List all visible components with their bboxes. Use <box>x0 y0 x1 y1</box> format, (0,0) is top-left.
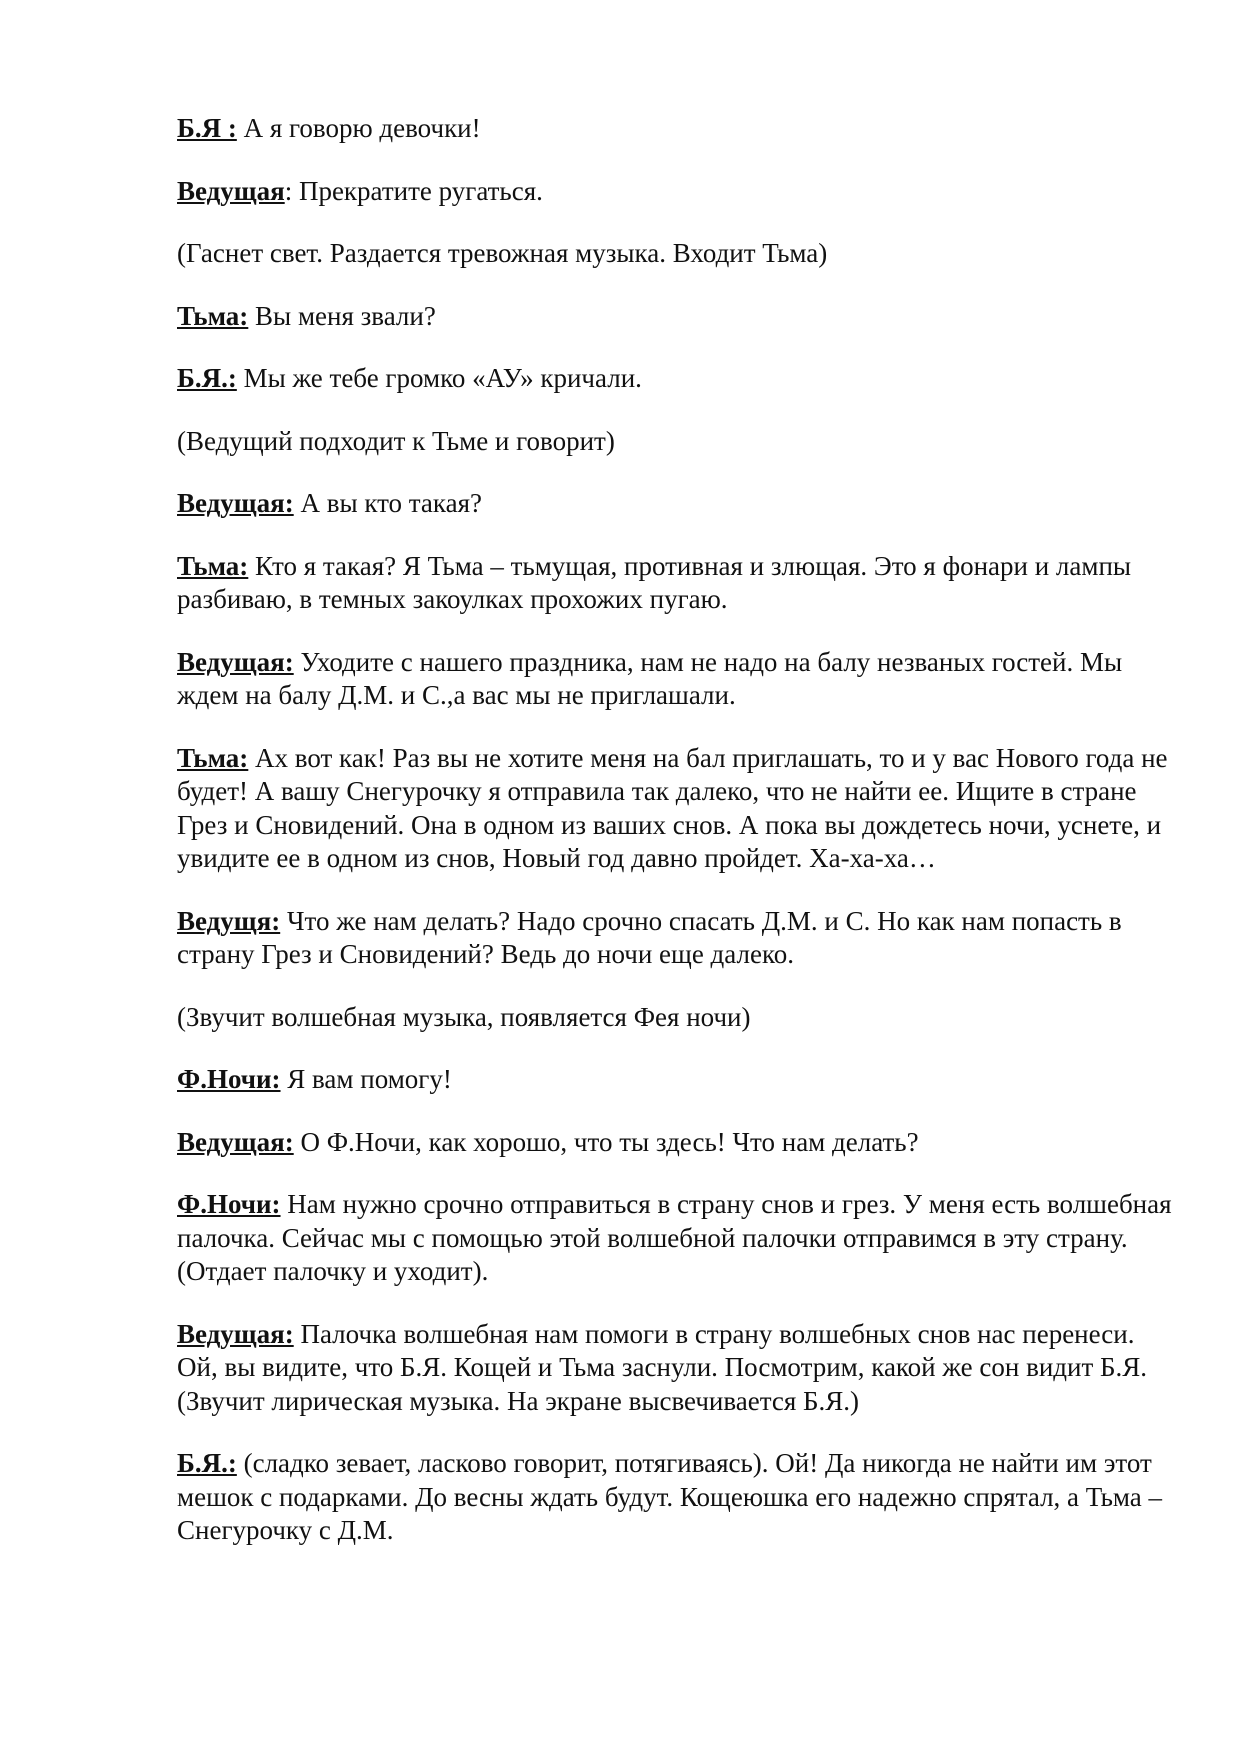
script-line <box>177 1318 1177 1419</box>
speaker-label: Ф.Ночи: <box>177 1189 281 1219</box>
script-line <box>177 1447 1177 1548</box>
line-text: (Ведущий подходит к Тьме и говорит) <box>177 425 615 456</box>
speaker-label: Б.Я : <box>177 113 237 143</box>
line-text: А вы кто такая? <box>293 488 483 518</box>
document-page <box>177 112 1177 1577</box>
speaker-label: Тьма: <box>177 550 249 581</box>
speaker-label: Ведущая: <box>177 1126 294 1157</box>
script-line <box>177 175 1177 209</box>
script-line <box>177 487 1177 521</box>
line-text: (Звучит волшебная музыка, появляется Фея ночи) <box>177 1001 751 1032</box>
speaker-label: Ведущая: <box>177 488 294 518</box>
speaker-label: Тьма: <box>177 742 249 773</box>
line-text: Я вам помогу! <box>280 1064 452 1094</box>
speaker-label: Ведущая: <box>177 646 294 677</box>
script-line <box>177 646 1177 713</box>
line-text: (сладко зевает, ласково говорит, потягиваясь). Ой! Да никогда не найти им этот мешок с подарками. До весны ждать будут. Кощеюшка его надежно спрятал, а Тьма – Снегурочку с Д.М. <box>177 1448 1163 1545</box>
speaker-label: Б.Я.: <box>177 363 237 393</box>
speaker-label: Б.Я.: <box>177 1448 237 1478</box>
script-line <box>177 362 1177 396</box>
stage-direction <box>177 1001 1177 1035</box>
line-text: Палочка волшебная нам помоги в страну волшебных снов нас перенеси. Ой, вы видите, что Б.Я. Кощей и Тьма заснули. Посмотрим, какой же сон видит Б.Я. (Звучит лирическая музыка. На экране высвечивается Б.Я.) <box>177 1318 1148 1416</box>
line-text: О Ф.Ночи, как хорошо, что ты здесь! Что нам делать? <box>293 1126 919 1157</box>
line-text: Уходите с нашего праздника, нам не надо на балу незваных гостей. Мы ждем на балу Д.М. и С.,а вас мы не приглашали. <box>177 646 1123 710</box>
script-line <box>177 742 1177 876</box>
script-line <box>177 1063 1177 1097</box>
line-text: Нам нужно срочно отправиться в страну снов и грез. У меня есть волшебная палочка. Сейчас мы с помощью этой волшебной палочки отправимся в эту страну. (Отдает палочку и уходит). <box>177 1189 1172 1286</box>
script-line <box>177 905 1177 972</box>
line-text: (Гаснет свет. Раздается тревожная музыка. Входит Тьма) <box>177 238 828 268</box>
script-line <box>177 1126 1177 1160</box>
speaker-label: Ведущя: <box>177 905 281 936</box>
line-text: Ах вот как! Раз вы не хотите меня на бал приглашать, то и у вас Нового года не будет! А вашу Снегурочку я отправила так далеко, что не найти ее. Ищите в стране Грез и Сновидений. Она в одном из ваших снов. А пока вы дождетесь ночи, уснете, и увидите ее в одном из снов, Новый год давно пройдет. Ха-ха-ха… <box>177 742 1168 873</box>
speaker-label: Ведущая: <box>177 1318 294 1349</box>
line-text: А я говорю девочки! <box>236 113 481 143</box>
speaker-label: Тьма: <box>177 300 249 331</box>
script-line <box>177 1188 1177 1289</box>
line-text: Мы же тебе громко «АУ» кричали. <box>236 363 642 393</box>
script-line <box>177 550 1177 617</box>
script-line <box>177 300 1177 334</box>
line-text: : Прекратите ругаться. <box>284 175 543 206</box>
speaker-label: Ведущая <box>177 175 285 206</box>
line-text: Кто я такая? Я Тьма – тьмущая, противная и злющая. Это я фонари и лампы разбиваю, в темных закоулках прохожих пугаю. <box>177 550 1132 614</box>
line-text: Вы меня звали? <box>248 300 436 331</box>
line-text: Что же нам делать? Надо срочно спасать Д.М. и С. Но как нам попасть в страну Грез и Сновидений? Ведь до ночи еще далеко. <box>177 905 1122 969</box>
script-line <box>177 112 1177 146</box>
stage-direction <box>177 237 1177 271</box>
stage-direction <box>177 425 1177 459</box>
speaker-label: Ф.Ночи: <box>177 1064 281 1094</box>
